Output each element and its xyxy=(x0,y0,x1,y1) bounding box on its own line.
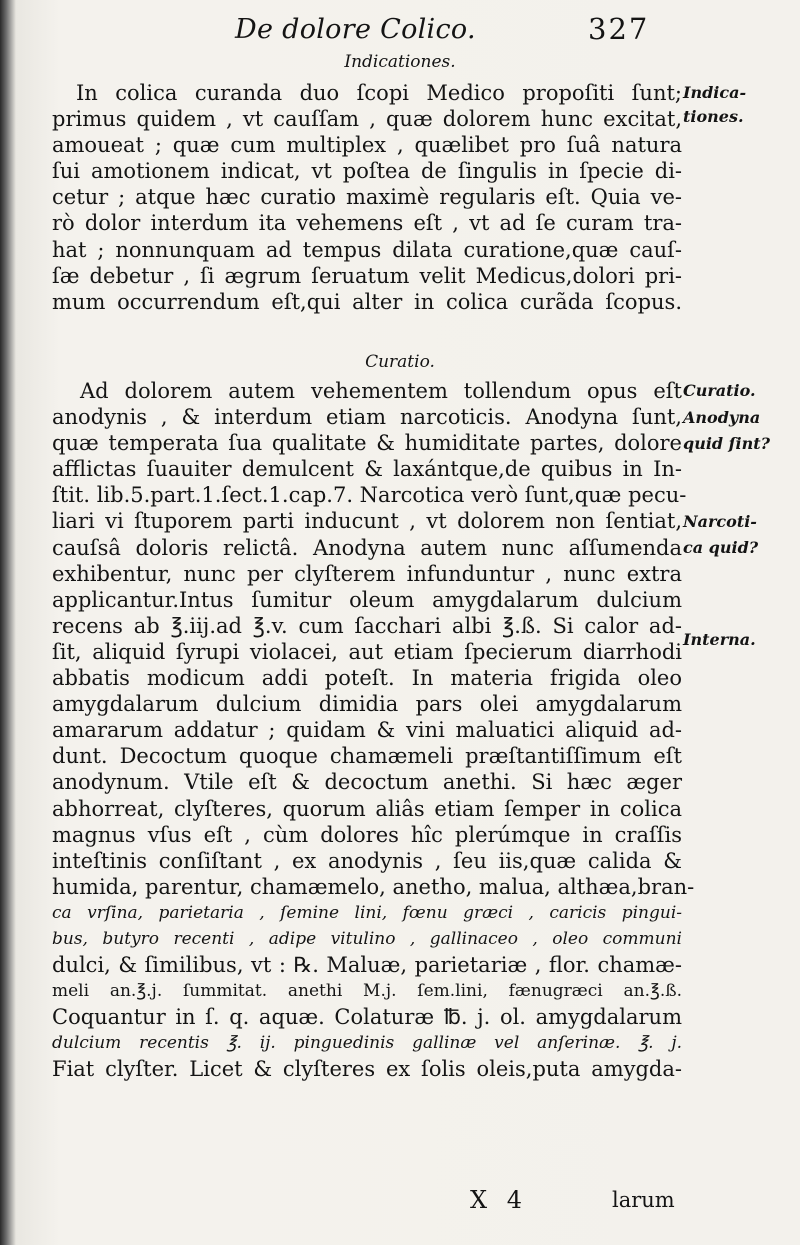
text-line: ſtit. lib.5.part.1.ſect.1.cap.7. Narcotica verò ſunt,quæ pecu- xyxy=(52,483,687,508)
text-line: magnus vſus eſt , cùm dolores hîc plerúmque in craſſis xyxy=(52,822,682,847)
margin-note-curatio: Curatio. xyxy=(683,381,756,400)
text-line: ſæ debetur , ſi ægrum ſeruatum velit Medicus,dolori pri- xyxy=(52,263,682,288)
body-text-curatio xyxy=(52,378,695,1083)
text-line: amararum addatur ; quidam & vini maluatici aliquid ad- xyxy=(52,718,682,743)
text-line: mum occurrendum eſt,qui alter in colica curãda ſcopus. xyxy=(52,289,682,314)
section-heading-curatio: Curatio. xyxy=(365,352,435,372)
text-line: amoueat ; quæ cum multiplex , quælibet pro ſuâ natura xyxy=(52,133,682,158)
page-number: 327 xyxy=(588,12,650,46)
text-line: recens ab ℥.iij.ad ℥.v. cum ſacchari albi ℥.ß. Si calor ad- xyxy=(52,613,682,638)
text-line: quæ temperata ſua qualitate & humiditate partes, dolore xyxy=(52,431,682,456)
text-line: dulci, & ſimilibus, vt : ℞. Maluæ, parietariæ , flor. chamæ- xyxy=(52,953,682,978)
text-line: abbatis modicum addi poteſt. In materia frigida oleo xyxy=(52,666,682,691)
text-line: dulcium recentis ℥. ij. pinguedinis gallinæ vel anſerinæ. ℥. j. xyxy=(52,1033,682,1054)
text-line: ſui amotionem indicat, vt poſtea de ſingulis in ſpecie di- xyxy=(52,159,682,184)
margin-note-anodyna-2: quid ſint? xyxy=(683,434,771,453)
text-line: cauſsâ doloris relictâ. Anodyna autem nunc aſſumenda xyxy=(52,535,682,560)
text-line: anodynis , & interdum etiam narcoticis. Anodyna ſunt, xyxy=(52,405,682,430)
text-line: cetur ; atque hæc curatio maximè regularis eſt. Quia ve- xyxy=(52,185,682,210)
text-line: Ad dolorem autem vehementem tollendum opus eſt xyxy=(80,379,682,403)
text-line: applicantur.Intus ſumitur oleum amygdalarum dulcium xyxy=(52,587,682,612)
signature-mark: X 4 xyxy=(470,1186,528,1214)
page-footer xyxy=(0,1186,800,1226)
text-line: abhorreat, clyſteres, quorum aliâs etiam ſemper in colica xyxy=(52,796,682,821)
page-header xyxy=(0,14,800,54)
text-line: amygdalarum dulcium dimidia pars olei amygdalarum xyxy=(52,692,682,717)
text-line: hat ; nonnunquam ad tempus dilata curatione,quæ cauſ- xyxy=(52,237,682,262)
margin-note-interna: Interna. xyxy=(683,630,756,649)
text-line: inteſtinis conſiſtant , ex anodynis , ſeu iis,quæ calida & xyxy=(52,848,682,873)
text-line: Fiat clyſter. Licet & clyſteres ex ſolis oleis,puta amygda- xyxy=(52,1057,682,1082)
text-line: ca vrſina, parietaria , ſemine lini, fœnu græci , caricis pingui- xyxy=(52,902,682,923)
margin-note-indicationes-1: Indica- xyxy=(683,83,747,102)
text-line: afflictas ſuauiter demulcent & laxántque,de quibus in In- xyxy=(52,457,682,482)
text-line: rò dolor interdum ita vehemens eſt , vt ad ſe curam tra- xyxy=(52,211,682,236)
body-text-indicationes xyxy=(52,80,682,315)
margin-note-indicationes-2: tiones. xyxy=(683,107,744,126)
catchword: larum xyxy=(612,1188,675,1212)
section-heading-indicationes: Indicationes. xyxy=(344,52,456,72)
text-line: bus, butyro recenti , adipe vitulino , gallinaceo , oleo communi xyxy=(52,928,682,949)
text-line: exhibentur, nunc per clyſterem infunduntur , nunc extra xyxy=(52,561,682,586)
margin-note-narcotica-1: Narcoti- xyxy=(683,512,757,531)
text-line: ſit, aliquid ſyrupi violacei, aut etiam ſpecierum diarrhodi xyxy=(52,639,682,664)
text-line: humida, parentur, chamæmelo, anetho, malua, althæa,bran- xyxy=(52,874,695,899)
text-line: anodynum. Vtile eſt & decoctum anethi. Si hæc æger xyxy=(52,770,682,795)
running-title: De dolore Colico. xyxy=(235,14,476,45)
text-line: meli an.℥.j. ſummitat. anethi M.j. ſem.lini, fænugræci an.℥.ß. xyxy=(52,981,682,1002)
text-line: liari vi ſtuporem parti inducunt , vt dolorem non ſentiat, xyxy=(52,509,682,534)
text-line: primus quidem , vt cauſſam , quæ dolorem hunc excitat, xyxy=(52,107,682,132)
text-line: In colica curanda duo ſcopi Medico propoſiti ſunt; xyxy=(76,81,682,105)
text-line: Coquantur in ſ. q. aquæ. Colaturæ ℔. j. ol. amygdalarum xyxy=(52,1005,682,1030)
text-line: dunt. Decoctum quoque chamæmeli præſtantiſſimum eſt xyxy=(52,744,682,769)
margin-note-anodyna-1: Anodyna xyxy=(683,408,761,427)
margin-note-narcotica-2: ca quid? xyxy=(683,538,759,557)
